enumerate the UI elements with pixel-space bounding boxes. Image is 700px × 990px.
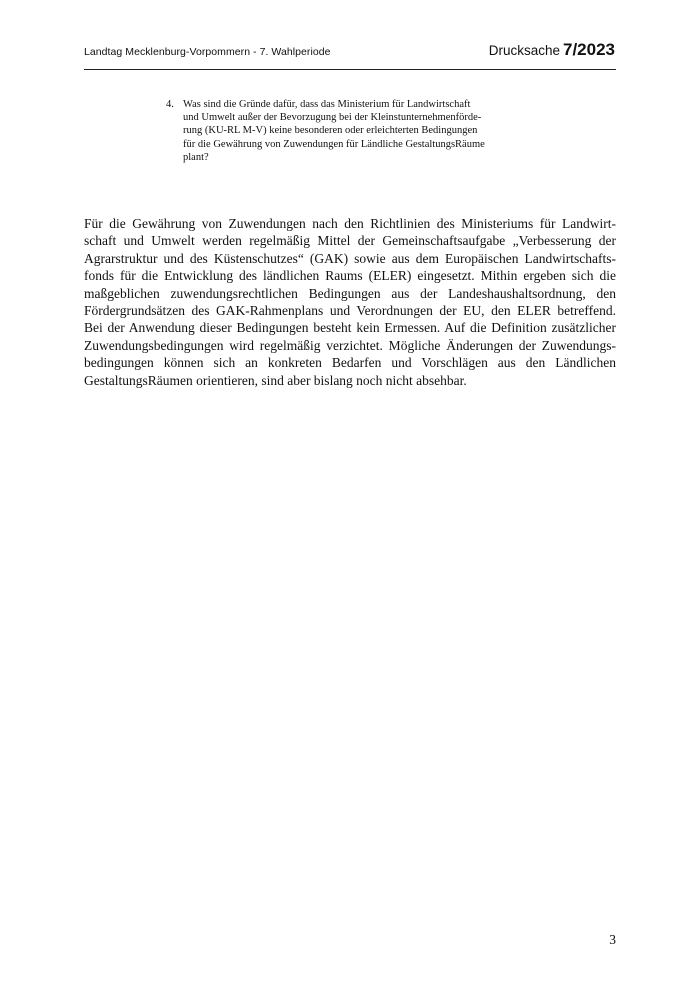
answer-line: Zuwendungsbedingungen wird regelmäßig verzichtet. Mögliche Änderungen der Zuwendungs- [84, 337, 616, 353]
answer-line: Agrarstruktur und des Küstenschutzes“ (GAK) sowie aus dem Europäischen Landwirtschafts- [84, 250, 616, 266]
answer-line: Fördergrundsätzen des GAK-Rahmenplans und Verordnungen der EU, den ELER betreffend. [84, 303, 616, 319]
answer-line: fonds für die Entwicklung des ländlichen Raums (ELER) eingesetzt. Mithin ergeben sich die [84, 268, 616, 284]
document-number: 7/2023 [563, 40, 615, 59]
answer-line: maßgeblichen zuwendungsrechtlichen Bedingungen aus der Landeshaushaltsordnung, den [84, 285, 616, 301]
answer-line: GestaltungsRäumen orientieren, sind aber bislang noch nicht absehbar. [84, 372, 467, 388]
answer-line: schaft und Umwelt werden regelmäßig Mittel der Gemeinschaftsaufgabe „Verbesserung der [84, 233, 616, 249]
document-reference [489, 40, 615, 60]
question-line: und Umwelt außer der Bevorzugung bei der Kleinstunternehmenförde- [183, 112, 482, 124]
question-line: plant? [183, 151, 209, 163]
question-block [166, 98, 526, 164]
page-number: 3 [609, 932, 616, 947]
question-text [183, 98, 526, 164]
answer-paragraph [84, 215, 616, 389]
document-label: Drucksache [488, 43, 560, 58]
answer-line: bedingungen können sich an konkreten Bedarfen und Vorschlägen aus den Ländlichen [84, 355, 616, 371]
question-number: 4. [166, 99, 174, 110]
answer-line: Für die Gewährung von Zuwendungen nach den Richtlinien des Ministeriums für Landwirt- [84, 216, 616, 231]
header-divider [84, 69, 616, 70]
parliament-header: Landtag Mecklenburg-Vorpommern - 7. Wahlperiode [84, 46, 331, 58]
question-line: für die Gewährung von Zuwendungen für Ländliche GestaltungsRäume [183, 138, 485, 150]
question-line: rung (KU-RL M-V) keine besonderen oder erleichterten Bedingungen [183, 125, 478, 137]
question-line: Was sind die Gründe dafür, dass das Ministerium für Landwirtschaft [183, 99, 471, 110]
answer-line: Bei der Anwendung dieser Bedingungen besteht kein Ermessen. Auf die Definition zusätzlicher [84, 320, 616, 336]
